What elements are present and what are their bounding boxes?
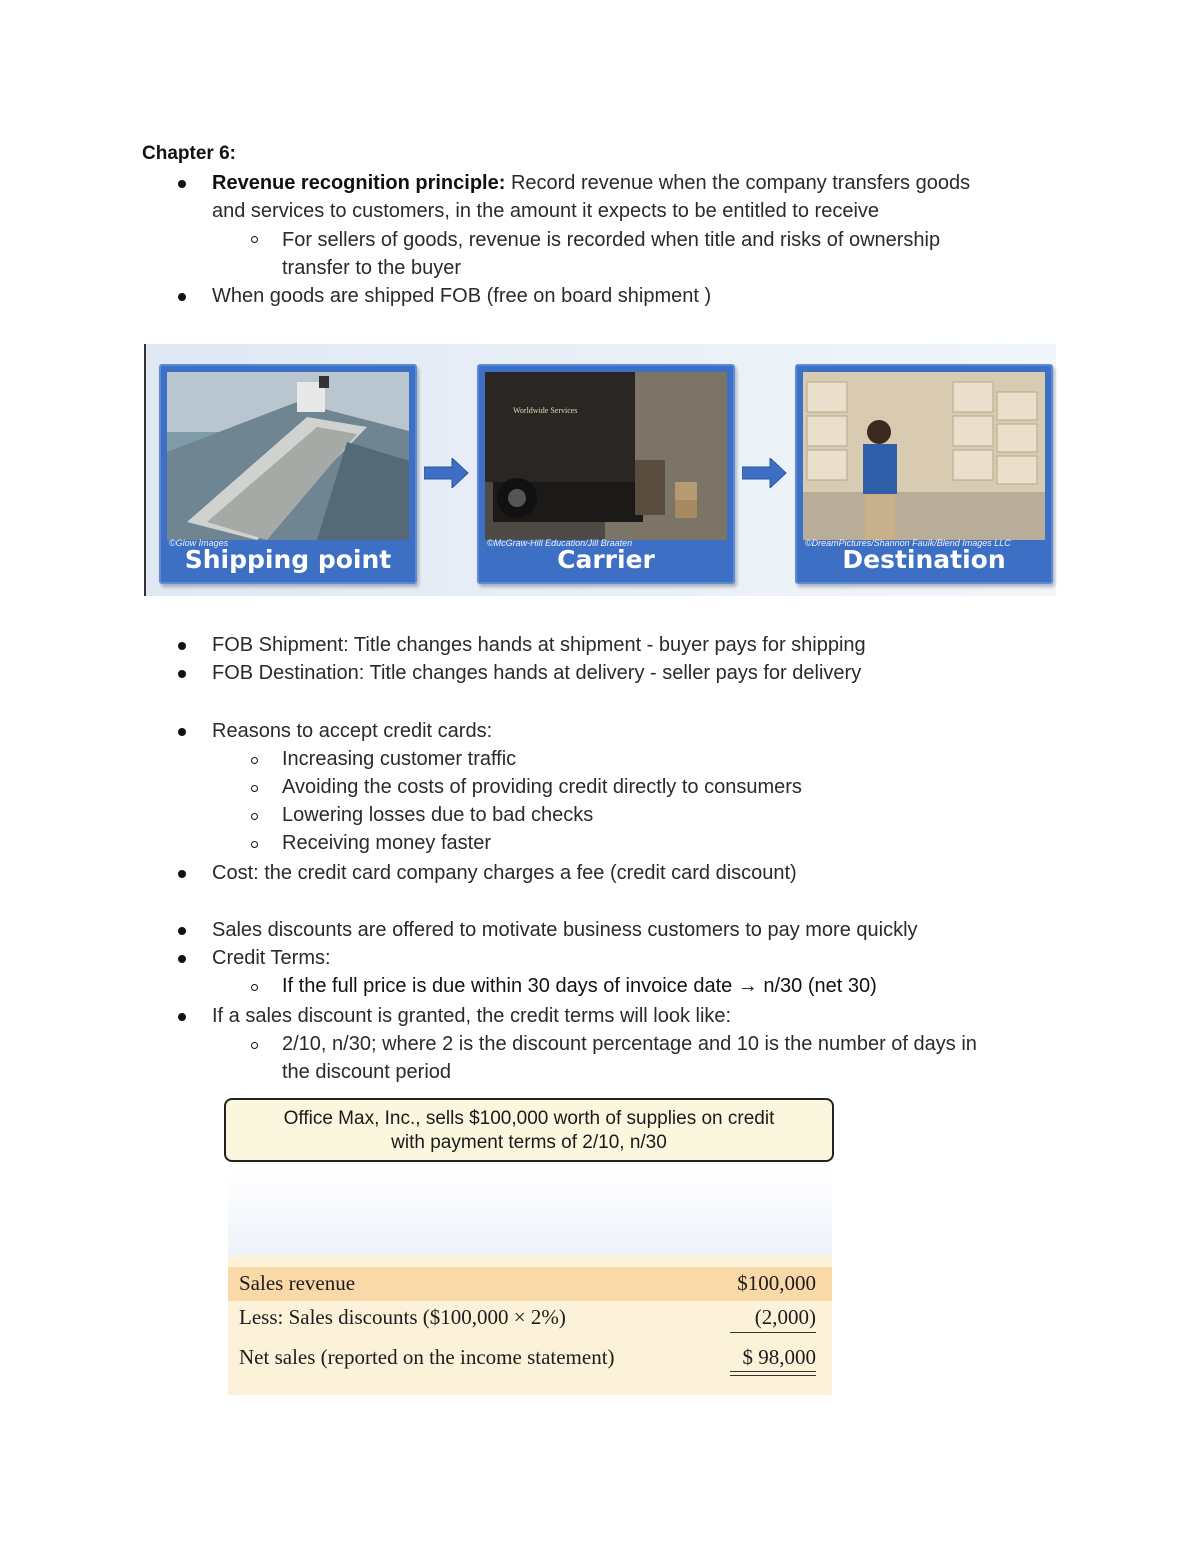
table-row	[228, 1301, 832, 1335]
arrow-right-icon	[424, 458, 470, 488]
subtotal-rule	[730, 1332, 816, 1333]
row-label: Sales revenue	[239, 1271, 356, 1295]
row-amount: (2,000)	[754, 1305, 816, 1329]
reason-item: Increasing customer traffic	[282, 748, 517, 770]
truck-photo	[485, 372, 727, 540]
fob-shipment: FOB Shipment: Title changes hands at shipment - buyer pays for shipping	[212, 634, 866, 656]
bullet-dot	[178, 870, 186, 878]
terms-example-2: the discount period	[282, 1061, 452, 1083]
fob-intro: When goods are shipped FOB (free on board shipment )	[212, 285, 712, 307]
sellers-line-2: transfer to the buyer	[282, 257, 461, 279]
panel-label: Destination	[842, 545, 1006, 574]
bullet-dot	[178, 642, 186, 650]
arrow-right-icon	[742, 458, 788, 488]
figure-left-rule	[144, 344, 146, 596]
table-row	[228, 1267, 832, 1301]
sales-discounts-line: Sales discounts are offered to motivate business customers to pay more quickly	[212, 919, 918, 941]
bullet-dot	[178, 927, 186, 935]
bullet-dot	[178, 293, 186, 301]
panel-destination	[795, 364, 1053, 584]
sub-bullet-ring	[251, 236, 258, 243]
callout-line-2: with payment terms of 2/10, n/30	[391, 1132, 667, 1153]
discount-granted: If a sales discount is granted, the credit terms will look like:	[212, 1005, 732, 1027]
revenue-definition: Record revenue when the company transfers goods	[505, 172, 971, 194]
bullet-dot	[178, 728, 186, 736]
warehouse-photo	[803, 372, 1045, 540]
row-amount: $100,000	[737, 1271, 816, 1295]
panel-label: Shipping point	[184, 545, 392, 574]
table-row	[228, 1341, 832, 1375]
sub-bullet-ring	[251, 841, 258, 848]
terms-example-1: 2/10, n/30; where 2 is the discount percentage and 10 is the number of days in	[282, 1033, 977, 1055]
revenue-line-1	[212, 169, 970, 197]
row-amount: $ 98,000	[742, 1345, 816, 1369]
chapter-heading: Chapter 6:	[142, 143, 236, 164]
fob-destination: FOB Destination: Title changes hands at delivery - seller pays for delivery	[212, 662, 862, 684]
credit-terms-title: Credit Terms:	[212, 947, 331, 969]
sub-bullet-ring	[251, 785, 258, 792]
panel-label: Carrier	[557, 545, 655, 574]
total-double-rule	[730, 1375, 816, 1376]
sellers-line-1: For sellers of goods, revenue is recorded when title and risks of ownership	[282, 229, 941, 251]
photo-credit: ©DreamPictures/Shannon Faulk/Blend Images LLC	[805, 538, 1011, 548]
revenue-line-2: and services to customers, in the amount it expects to be entitled to receive	[212, 200, 880, 222]
credit-terms-net30: If the full price is due within 30 days of invoice date → n/30 (net 30)	[282, 975, 877, 997]
photo-credit: ©McGraw-Hill Education/Jill Braaten	[487, 538, 633, 548]
credit-cards-title: Reasons to accept credit cards:	[212, 720, 493, 742]
row-label: Less: Sales discounts ($100,000 × 2%)	[239, 1305, 566, 1329]
photo-credit: ©Glow Images	[169, 538, 229, 548]
total-double-rule	[730, 1371, 816, 1372]
sub-bullet-ring	[251, 1042, 258, 1049]
sub-bullet-ring	[251, 757, 258, 764]
sub-bullet-ring	[251, 813, 258, 820]
reason-item: Receiving money faster	[282, 832, 491, 854]
panel-carrier	[477, 364, 735, 584]
bullet-dot	[178, 180, 186, 188]
panel-shipping-point	[159, 364, 417, 584]
bullet-dot	[178, 670, 186, 678]
example-callout	[224, 1098, 834, 1162]
net-sales-table	[228, 1255, 832, 1395]
bullet-dot	[178, 955, 186, 963]
truck-sign: Worldwide Services	[513, 406, 578, 415]
reason-item: Lowering losses due to bad checks	[282, 804, 594, 826]
bullet-dot	[178, 1013, 186, 1021]
row-label: Net sales (reported on the income statement)	[239, 1345, 615, 1369]
sub-bullet-ring	[251, 984, 258, 991]
figure-background	[228, 1170, 832, 1255]
credit-card-cost: Cost: the credit card company charges a fee (credit card discount)	[212, 862, 797, 884]
callout-line-1: Office Max, Inc., sells $100,000 worth of supplies on credit	[283, 1108, 775, 1129]
revenue-term: Revenue recognition principle:	[212, 172, 506, 194]
ship-photo	[167, 372, 409, 540]
reason-item: Avoiding the costs of providing credit directly to consumers	[282, 776, 802, 798]
